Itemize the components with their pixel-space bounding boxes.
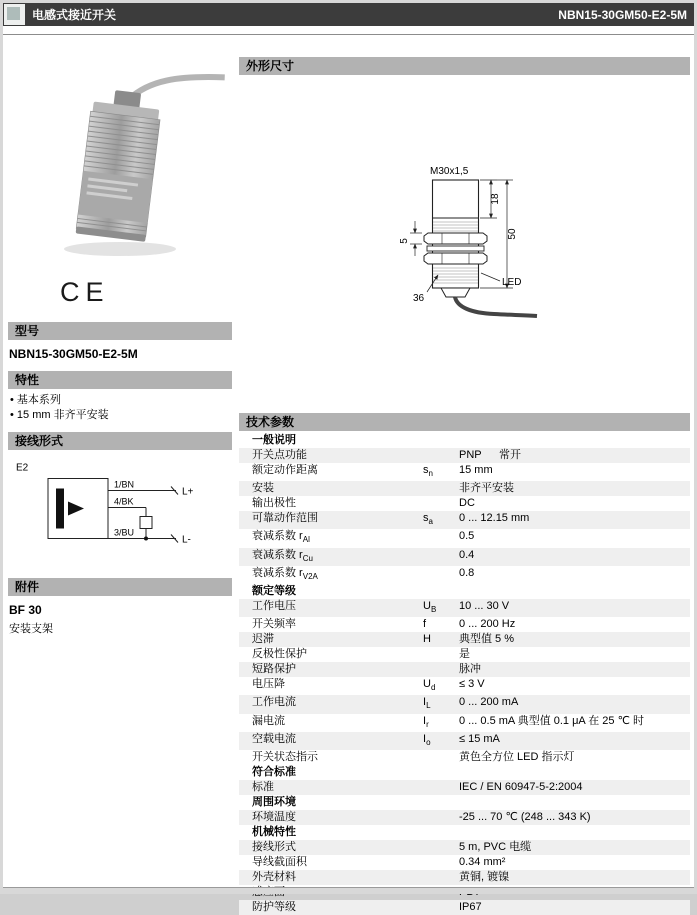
spec-row bbox=[239, 810, 690, 825]
spec-value: 5 m, PVC 电缆 bbox=[459, 840, 532, 853]
spec-label: 衰减系数 $r_{Al}$ bbox=[252, 530, 310, 545]
supply-plus-label: L+ bbox=[182, 486, 194, 498]
spec-label: 接线形式 bbox=[252, 840, 296, 853]
spec-label: 衰减系数 $r_{V2A}$ bbox=[252, 566, 318, 581]
spec-symbol bbox=[423, 529, 459, 547]
dim-36-label: 36 bbox=[413, 293, 425, 304]
spec-symbol bbox=[423, 647, 459, 662]
spec-symbol: $I_L$ bbox=[423, 696, 431, 711]
spec-label: 迟滞 bbox=[252, 633, 274, 646]
spec-label: 短路保护 bbox=[252, 663, 296, 676]
left-column bbox=[8, 57, 232, 915]
header-bar bbox=[3, 3, 694, 26]
header-model: NBN15-30GM50-E2-5M bbox=[558, 7, 687, 22]
spec-label: 导线截面积 bbox=[252, 855, 307, 868]
spec-symbol: $U_B$ bbox=[423, 599, 437, 615]
spec-symbol bbox=[423, 548, 459, 566]
spec-row bbox=[239, 617, 690, 632]
spec-row bbox=[239, 529, 690, 547]
spec-row bbox=[239, 647, 690, 662]
spec-symbol bbox=[423, 662, 459, 677]
spec-section-title: 周围环境 bbox=[252, 795, 296, 808]
supply-minus-label: L- bbox=[182, 534, 191, 546]
spec-label: 环境温度 bbox=[252, 810, 296, 823]
spec-symbol bbox=[423, 496, 459, 511]
section-header-features: 特性 bbox=[8, 371, 232, 389]
spec-label: 标准 bbox=[252, 780, 274, 793]
spec-value: DC bbox=[459, 497, 475, 510]
spec-row bbox=[239, 511, 690, 529]
spec-label: 防护等级 bbox=[252, 900, 296, 913]
spec-value: ≤ 3 V bbox=[459, 678, 485, 691]
spec-row bbox=[239, 855, 690, 870]
section-header-connection: 接线形式 bbox=[8, 432, 232, 450]
spec-row bbox=[239, 870, 690, 885]
spec-value: 是 bbox=[459, 648, 470, 661]
wire2-label: 4/BK bbox=[114, 496, 134, 507]
product-photo bbox=[8, 57, 232, 269]
spec-label: 输出极性 bbox=[252, 497, 296, 510]
spec-value: 0 ... 12.15 mm bbox=[459, 512, 530, 525]
section-header-model: 型号 bbox=[8, 322, 232, 340]
header-product-type: 电感式接近开关 bbox=[32, 8, 117, 22]
thread-size-label: M30x1,5 bbox=[430, 166, 469, 177]
spec-row bbox=[239, 448, 690, 463]
accessory-desc: 安装支架 bbox=[9, 623, 53, 635]
features-list bbox=[8, 393, 232, 423]
spec-label: 漏电流 bbox=[252, 714, 285, 727]
wire1-label: 1/BN bbox=[114, 479, 135, 490]
spec-value: 10 ... 30 V bbox=[459, 599, 510, 612]
spec-value: ≤ 15 mA bbox=[459, 732, 500, 745]
spec-label: 开关频率 bbox=[252, 618, 296, 631]
content-area bbox=[3, 35, 694, 915]
spec-row bbox=[239, 695, 690, 713]
spec-value: 非齐平安装 bbox=[459, 482, 514, 495]
spec-symbol bbox=[423, 750, 459, 765]
feature-item: • 15 mm 非齐平安装 bbox=[8, 408, 232, 423]
spec-row bbox=[239, 750, 690, 765]
spec-row bbox=[239, 599, 690, 617]
spec-symbol bbox=[423, 481, 459, 496]
spec-row bbox=[239, 732, 690, 750]
product-photo-image bbox=[8, 57, 232, 267]
spec-symbol bbox=[423, 840, 459, 855]
spec-label: 开关点功能 bbox=[252, 449, 307, 461]
spec-row bbox=[239, 840, 690, 855]
spec-symbol bbox=[423, 855, 459, 870]
spec-value: 0.5 bbox=[459, 530, 475, 543]
page-footer-divider bbox=[3, 887, 694, 894]
accessory-name: BF 30 bbox=[9, 603, 42, 617]
spec-row bbox=[239, 566, 690, 584]
spec-value: 0.34 mm² bbox=[459, 855, 506, 868]
spec-value: 0.8 bbox=[459, 566, 475, 579]
wiring-diagram-image bbox=[8, 454, 223, 574]
brand-logo-icon bbox=[4, 4, 25, 25]
spec-value: 0 ... 200 mA bbox=[459, 696, 519, 709]
spec-symbol: $I_r$ bbox=[423, 714, 429, 729]
spec-section-title: 额定等级 bbox=[252, 584, 296, 597]
spec-value: PNP 常开 bbox=[459, 449, 521, 461]
spec-symbol bbox=[423, 780, 459, 795]
wiring-type-label: E2 bbox=[16, 462, 29, 474]
spec-section-title: 机械特性 bbox=[252, 825, 296, 838]
spec-row bbox=[239, 780, 690, 795]
spec-row bbox=[239, 632, 690, 647]
spec-label: 可靠动作范围 bbox=[252, 512, 318, 525]
model-number: NBN15-30GM50-E2-5M bbox=[9, 347, 138, 361]
dimension-drawing bbox=[239, 75, 690, 413]
wire3-label: 3/BU bbox=[114, 527, 135, 538]
spec-section-title: 一般说明 bbox=[252, 434, 296, 446]
dim-50-label: 50 bbox=[507, 228, 518, 240]
spec-row bbox=[239, 662, 690, 677]
spec-symbol bbox=[423, 448, 459, 463]
brand-logo-inner bbox=[7, 7, 20, 20]
spec-value: 黄铜, 镀镍 bbox=[459, 870, 510, 883]
section-header-accessories: 附件 bbox=[8, 578, 232, 596]
led-label: LED bbox=[502, 277, 522, 288]
spec-row bbox=[239, 496, 690, 511]
spec-label: 反极性保护 bbox=[252, 648, 307, 661]
spec-symbol bbox=[423, 566, 459, 584]
spec-label: 衰减系数 $r_{Cu}$ bbox=[252, 548, 313, 563]
spec-label: 安装 bbox=[252, 482, 274, 495]
ce-mark: CE bbox=[60, 277, 110, 307]
spec-row bbox=[239, 714, 690, 732]
section-header-dimensions: 外形尺寸 bbox=[239, 57, 690, 75]
spec-value: 0 ... 200 Hz bbox=[459, 618, 516, 631]
spec-label: 空载电流 bbox=[252, 732, 296, 745]
spec-symbol bbox=[423, 900, 459, 915]
dim-5-label: 5 bbox=[399, 238, 410, 244]
spec-symbol: $s_n$ bbox=[423, 464, 433, 479]
spec-label: 电压降 bbox=[252, 678, 285, 691]
spec-label: 额定动作距离 bbox=[252, 464, 318, 476]
spec-value: 0.4 bbox=[459, 548, 475, 561]
feature-item: • 基本系列 bbox=[8, 393, 232, 408]
spec-label: 工作电流 bbox=[252, 696, 296, 709]
dimension-drawing-image bbox=[239, 75, 690, 413]
spec-value: 黄色全方位 LED 指示灯 bbox=[459, 750, 575, 763]
spec-label: 外壳材料 bbox=[252, 870, 296, 883]
spec-row bbox=[239, 677, 690, 695]
spec-value: IEC / EN 60947-5-2:2004 bbox=[459, 780, 583, 793]
spec-value: 脉冲 bbox=[459, 663, 481, 676]
spec-row bbox=[239, 463, 690, 481]
spec-symbol: $I_o$ bbox=[423, 732, 431, 747]
spec-value: 0 ... 0.5 mA 典型值 0.1 μA 在 25 ℃ 时 bbox=[459, 714, 644, 727]
spec-symbol bbox=[423, 810, 459, 825]
spec-label: 工作电压 bbox=[252, 599, 296, 612]
spec-symbol: $U_d$ bbox=[423, 678, 436, 693]
spec-value: 典型值 5 % bbox=[459, 633, 515, 646]
spec-row bbox=[239, 900, 690, 915]
spec-symbol: $s_a$ bbox=[423, 512, 433, 527]
spec-row bbox=[239, 481, 690, 496]
spec-value: 15 mm bbox=[459, 464, 493, 476]
spec-value: IP67 bbox=[459, 900, 482, 913]
spec-value: -25 ... 70 ℃ (248 ... 343 K) bbox=[459, 810, 591, 823]
wiring-diagram bbox=[8, 450, 232, 578]
spec-table bbox=[239, 431, 690, 915]
spec-row bbox=[239, 548, 690, 566]
section-header-technical: 技术参数 bbox=[239, 413, 690, 431]
dim-18-label: 18 bbox=[490, 193, 501, 205]
spec-symbol: H bbox=[423, 633, 431, 646]
spec-label: 开关状态指示 bbox=[252, 750, 318, 763]
spec-section-title: 符合标准 bbox=[252, 765, 296, 778]
spec-symbol: f bbox=[423, 618, 427, 631]
spec-symbol bbox=[423, 870, 459, 885]
right-column bbox=[239, 57, 690, 915]
